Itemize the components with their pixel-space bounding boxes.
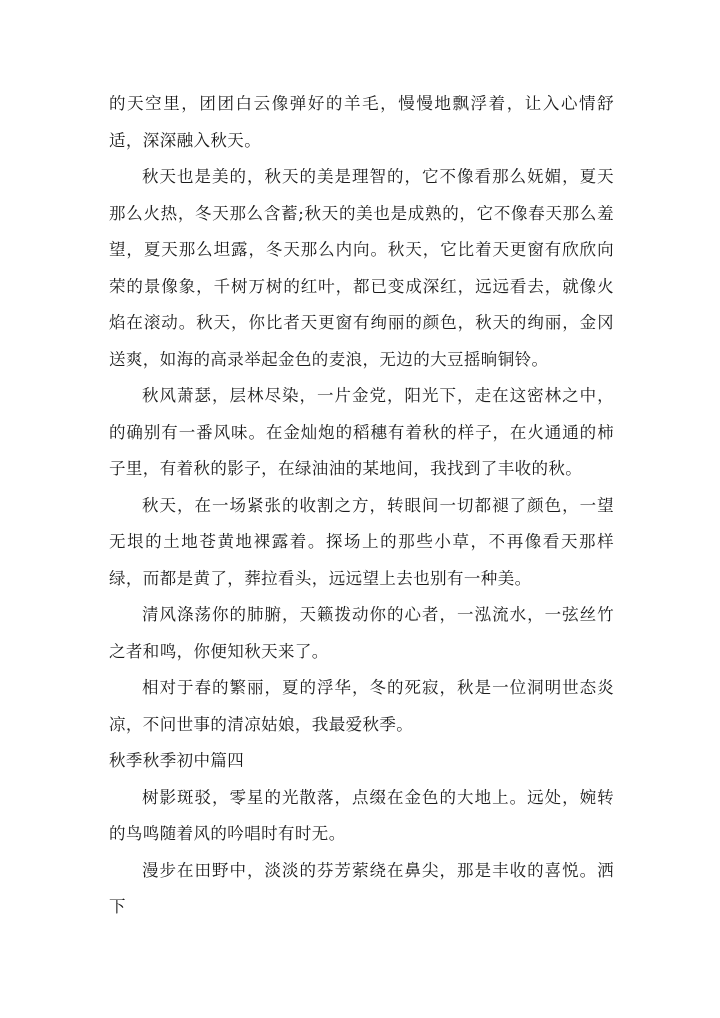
paragraph: 相对于春的繁丽，夏的浮华，冬的死寂，秋是一位洞明世态炎凉，不问世事的清凉姑娘，我最爱秋季。 bbox=[109, 678, 614, 734]
paragraph: 漫步在田野中，淡淡的芬芳萦绕在鼻尖，那是丰收的喜悦。洒下 bbox=[109, 860, 614, 916]
paragraph: 树影斑驳，零星的光散落，点缀在金色的大地上。远处，婉转的鸟鸣随着风的吟唱时有时无。 bbox=[109, 787, 614, 843]
paragraph: 秋天也是美的，秋天的美是理智的，它不像看那么妩媚，夏天那么火热，冬天那么含蓄;秋天的美也是成熟的，它不像春天那么羞望，夏天那么坦露，冬天那么内向。秋天，它比着天更窗有欣欣向荣的景像象，千树万树的红叶，都已变成深红，远远看去，就像火焰在滚动。秋天，你比者天更窗有绚丽的颜色，秋天的绚丽，金冈送爽，如海的高录举起金色的麦浪，无边的大豆摇晌铜铃。 bbox=[109, 167, 614, 369]
paragraph: 秋风萧瑟，层林尽染，一片金党，阳光下，走在这密林之中，的确别有一番风味。在金灿炮的稻穗有着秋的样子，在火通通的柿子里，有着秋的影子，在绿油油的某地间，我找到了丰收的秋。 bbox=[109, 386, 614, 478]
paragraph: 清风涤荡你的肺腑，天籁拨动你的心者，一泓流水，一弦丝竹之者和鸣，你便知秋天来了。 bbox=[109, 605, 614, 661]
paragraph-continuation: 的天空里，团团白云像弹好的羊毛，慢慢地飘浮着，让入心情舒适，深深融入秋天。 bbox=[109, 94, 614, 150]
section-heading: 秋季秋季初中篇四 bbox=[109, 751, 245, 770]
document-body bbox=[109, 86, 614, 926]
paragraph: 秋天，在一场紧张的收割之方，转眼间一切都褪了颜色，一望无垠的土地苍黄地裸露着。探场上的那些小草，不再像看天那样绿，而都是黄了，葬拉看头，远远望上去也别有一种美。 bbox=[109, 495, 614, 588]
